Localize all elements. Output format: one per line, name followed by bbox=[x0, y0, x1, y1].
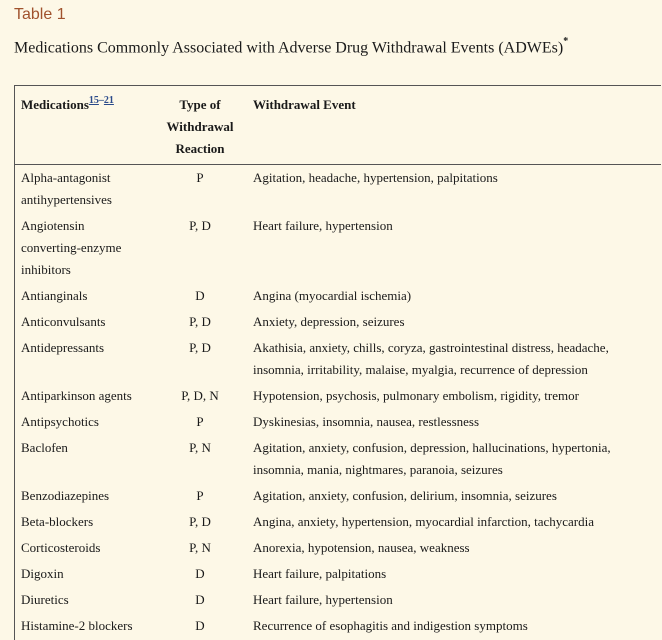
table-row bbox=[15, 483, 661, 509]
table-row bbox=[15, 283, 661, 309]
table-row bbox=[15, 435, 661, 483]
medications-table bbox=[15, 86, 661, 639]
withdrawal-event-cell: Anxiety, depression, seizures bbox=[253, 314, 405, 329]
reference-range-dash: – bbox=[98, 95, 104, 106]
withdrawal-type-cell: D bbox=[195, 592, 205, 607]
withdrawal-type-cell: P, D bbox=[189, 514, 211, 529]
medication-cell: Antipsychotics bbox=[21, 414, 99, 429]
withdrawal-event-cell: Heart failure, hypertension bbox=[253, 218, 393, 233]
table-row bbox=[15, 613, 661, 639]
medication-cell: Baclofen bbox=[21, 440, 68, 455]
withdrawal-type-cell: P bbox=[196, 414, 204, 429]
header-medications bbox=[15, 86, 153, 165]
table-row bbox=[15, 335, 661, 383]
withdrawal-event-cell: Anorexia, hypotension, nausea, weakness bbox=[253, 540, 470, 555]
table-row bbox=[15, 535, 661, 561]
withdrawal-event-cell: Heart failure, hypertension bbox=[253, 592, 393, 607]
withdrawal-event-cell: Heart failure, palpitations bbox=[253, 566, 387, 581]
withdrawal-type-cell: P bbox=[196, 170, 204, 185]
table-body bbox=[15, 165, 661, 640]
table-row bbox=[15, 587, 661, 613]
medication-cell: Benzodiazepines bbox=[21, 488, 110, 503]
medication-cell: Antidepressants bbox=[21, 340, 105, 355]
table-row bbox=[15, 213, 661, 283]
medication-cell: Diuretics bbox=[21, 592, 69, 607]
withdrawal-event-cell: Hypotension, psychosis, pulmonary embolism, rigidity, tremor bbox=[253, 388, 579, 403]
withdrawal-type-cell: P, D bbox=[189, 218, 211, 233]
withdrawal-event-cell: Recurrence of esophagitis and indigestion symptoms bbox=[253, 618, 528, 633]
table-row bbox=[15, 409, 661, 435]
table-row bbox=[15, 165, 661, 214]
withdrawal-event-cell: Angina, anxiety, hypertension, myocardial infarction, tachycardia bbox=[253, 514, 595, 529]
withdrawal-event-cell: Dyskinesias, insomnia, nausea, restlessness bbox=[253, 414, 480, 429]
medication-cell: Corticosteroids bbox=[21, 540, 101, 555]
caption-text: Medications Commonly Associated with Adverse Drug Withdrawal Events (ADWEs) bbox=[14, 39, 564, 57]
header-medications-label: Medications bbox=[21, 97, 89, 112]
table-row bbox=[15, 509, 661, 535]
reference-link-21[interactable]: 21 bbox=[103, 95, 114, 106]
withdrawal-event-cell: Angina (myocardial ischemia) bbox=[253, 288, 412, 303]
medication-cell: Digoxin bbox=[21, 566, 64, 581]
table-row bbox=[15, 561, 661, 587]
withdrawal-type-cell: D bbox=[195, 288, 205, 303]
withdrawal-event-cell: Agitation, anxiety, confusion, delirium, insomnia, seizures bbox=[253, 488, 557, 503]
withdrawal-type-cell: D bbox=[195, 618, 205, 633]
medication-cell: Histamine-2 blockers bbox=[21, 618, 133, 633]
header-event: Withdrawal Event bbox=[253, 97, 356, 112]
header-row bbox=[15, 86, 661, 165]
medication-cell: Anticonvulsants bbox=[21, 314, 106, 329]
withdrawal-type-cell: P, D, N bbox=[181, 388, 219, 403]
withdrawal-type-cell: P bbox=[196, 488, 204, 503]
reference-link-15[interactable]: 15 bbox=[88, 95, 99, 106]
table-container bbox=[14, 85, 661, 640]
table-label: Table 1 bbox=[14, 6, 66, 23]
withdrawal-type-cell: D bbox=[195, 566, 205, 581]
withdrawal-type-cell: P, N bbox=[189, 540, 211, 555]
withdrawal-type-cell: P, D bbox=[189, 340, 211, 355]
medication-cell: Angiotensin converting-enzyme inhibitors bbox=[21, 218, 122, 277]
medication-cell: Beta-blockers bbox=[21, 514, 94, 529]
withdrawal-type-cell: P, D bbox=[189, 314, 211, 329]
withdrawal-event-cell: Agitation, headache, hypertension, palpitations bbox=[253, 170, 498, 185]
medication-cell: Antiparkinson agents bbox=[21, 388, 132, 403]
medication-cell: Alpha-antagonist antihypertensives bbox=[21, 170, 112, 207]
header-type: Type of Withdrawal Reaction bbox=[166, 97, 234, 156]
caption-footnote-marker[interactable]: * bbox=[563, 36, 569, 47]
medication-cell: Antianginals bbox=[21, 288, 88, 303]
table-row bbox=[15, 383, 661, 409]
withdrawal-type-cell: P, N bbox=[189, 440, 211, 455]
withdrawal-event-cell: Agitation, anxiety, confusion, depression, hallucinations, hypertonia, insomnia, mania, nightmares, paranoia, seizures bbox=[253, 440, 611, 477]
withdrawal-event-cell: Akathisia, anxiety, chills, coryza, gastrointestinal distress, headache, insomnia, irritability, malaise, myalgia, recurrence of depression bbox=[253, 340, 609, 377]
table-row bbox=[15, 309, 661, 335]
table-caption bbox=[14, 38, 568, 57]
